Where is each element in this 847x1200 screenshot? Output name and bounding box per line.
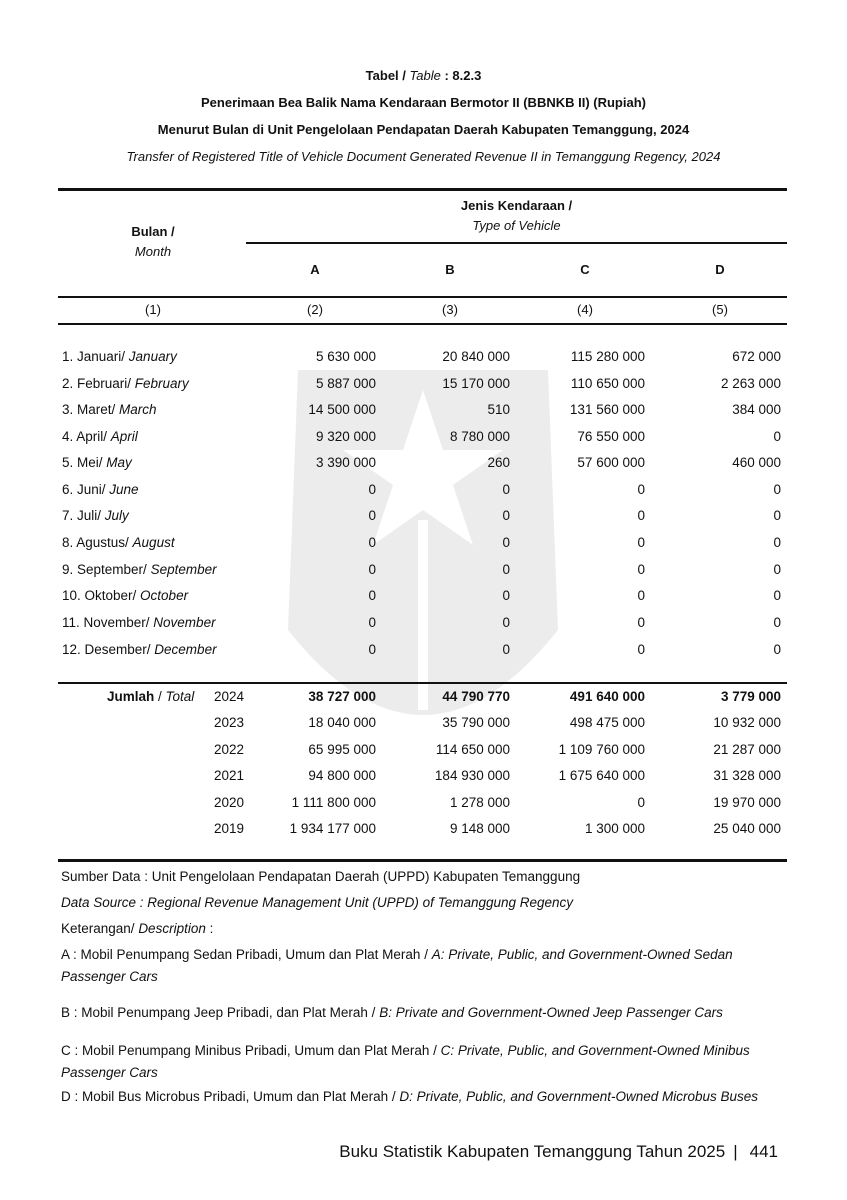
page-number: 441 xyxy=(749,1142,778,1161)
table-row: 11. November/ November 0 0 0 0 xyxy=(62,615,781,630)
col-number-4: (4) xyxy=(577,302,593,317)
table-row: 10. Oktober/ October 0 0 0 0 xyxy=(62,588,781,603)
table-title-block xyxy=(0,66,847,174)
table-label: Tabel / Table : 8.2.3 xyxy=(365,68,482,83)
footer-separator: | xyxy=(733,1142,738,1161)
note-d: D : Mobil Bus Microbus Pribadi, Umum dan Plat Merah / D: Private, Public, and Government-Owned Microbus Buses xyxy=(61,1089,759,1104)
table-row-total: Jumlah / Total 2024 38 727 000 44 790 770 491 640 000 3 779 000 xyxy=(58,684,787,710)
note-c: C : Mobil Penumpang Minibus Pribadi, Umum dan Plat Merah / C: Private, Public, and Government-Owned Minibus Passenger Cars xyxy=(61,1043,750,1080)
col-number-1: (1) xyxy=(145,302,161,317)
table-bottom-rule xyxy=(58,859,787,862)
col-number-2: (2) xyxy=(307,302,323,317)
header-bottom-rule xyxy=(58,296,787,298)
month-header: Bulan / Month xyxy=(131,224,175,259)
table-row: 9. September/ September 0 0 0 0 xyxy=(62,562,781,577)
col-header-d: D xyxy=(715,262,725,277)
col-header-b: B xyxy=(445,262,455,277)
table-row: 2. Februari/ February 5 887 000 15 170 000 110 650 000 2 263 000 xyxy=(62,376,781,391)
vehicle-header-rule xyxy=(246,242,787,244)
col-number-3: (3) xyxy=(442,302,458,317)
table-row: 2020 1 111 800 000 1 278 000 0 19 970 000 xyxy=(213,795,781,810)
vehicle-type-header: Jenis Kendaraan / Type of Vehicle xyxy=(460,198,573,233)
table-row: 8. Agustus/ August 0 0 0 0 xyxy=(62,535,781,550)
note-a: A : Mobil Penumpang Sedan Pribadi, Umum dan Plat Merah / A: Private, Public, and Government-Owned Sedan Passenger Cars xyxy=(61,947,733,984)
table-title: Penerimaan Bea Balik Nama Kendaraan Bermotor II (BBNKB II) (Rupiah) xyxy=(201,95,646,110)
table-row: 2023 18 040 000 35 790 000 498 475 000 10 932 000 xyxy=(213,715,781,730)
col-number-5: (5) xyxy=(712,302,728,317)
table-subtitle: Menurut Bulan di Unit Pengelolaan Pendapatan Daerah Kabupaten Temanggung, 2024 xyxy=(157,122,690,137)
table-row: 12. Desember/ December 0 0 0 0 xyxy=(62,642,781,657)
page-footer xyxy=(339,1140,778,1164)
col-number-rule xyxy=(58,323,787,325)
source-id: Sumber Data : Unit Pengelolaan Pendapatan Daerah (UPPD) Kabupaten Temanggung xyxy=(61,869,581,884)
table-row: 5. Mei/ May 3 390 000 260 57 600 000 460 000 xyxy=(62,455,781,470)
col-header-a: A xyxy=(310,262,320,277)
table-row: 2021 94 800 000 184 930 000 1 675 640 000 31 328 000 xyxy=(213,768,781,783)
table-row: 7. Juli/ July 0 0 0 0 xyxy=(62,508,781,523)
table-row: 1. Januari/ January 5 630 000 20 840 000 115 280 000 672 000 xyxy=(62,349,781,364)
table-row: 6. Juni/ June 0 0 0 0 xyxy=(62,482,781,497)
table-row: 4. April/ April 9 320 000 8 780 000 76 550 000 0 xyxy=(62,429,781,444)
table-row: 2019 1 934 177 000 9 148 000 1 300 000 25 040 000 xyxy=(213,821,781,836)
total-label: Jumlah / Total xyxy=(107,689,195,704)
book-title: Buku Statistik Kabupaten Temanggung Tahun 2025 xyxy=(339,1142,726,1161)
description-label: Keterangan/ Description : xyxy=(61,921,214,936)
table-row: 2022 65 995 000 114 650 000 1 109 760 000 21 287 000 xyxy=(213,742,781,757)
table-title-english: Transfer of Registered Title of Vehicle Document Generated Revenue II in Temanggung Regency, 2024 xyxy=(126,149,721,164)
source-en: Data Source : Regional Revenue Management Unit (UPPD) of Temanggung Regency xyxy=(61,895,574,910)
table-row: 3. Maret/ March 14 500 000 510 131 560 000 384 000 xyxy=(62,402,781,417)
col-header-c: C xyxy=(580,262,590,277)
table-top-rule xyxy=(58,188,787,191)
note-b: B : Mobil Penumpang Jeep Pribadi, dan Plat Merah / B: Private and Government-Owned Jeep Passenger Cars xyxy=(61,1005,723,1020)
